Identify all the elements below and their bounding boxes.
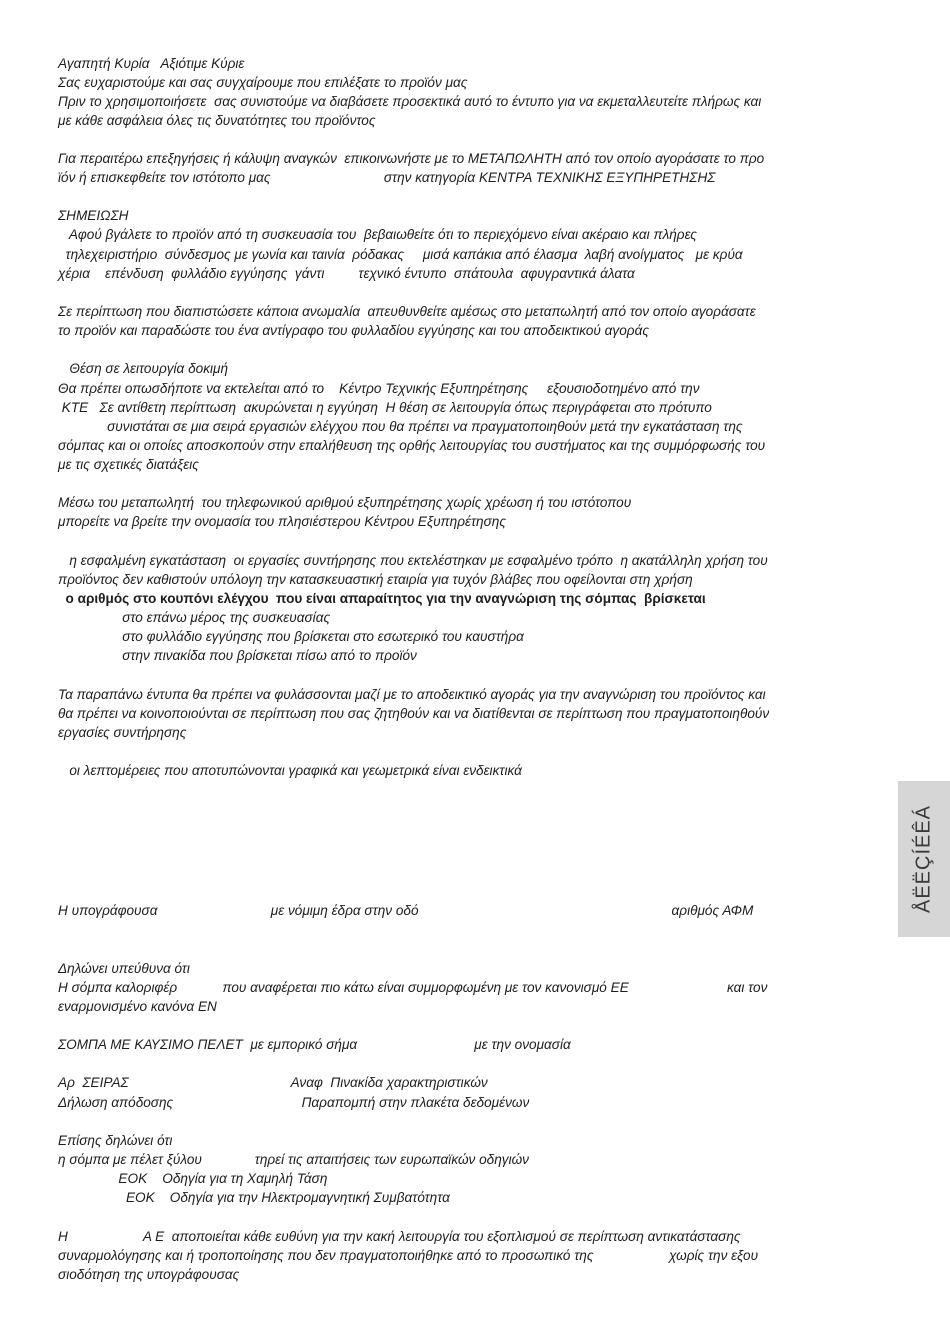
side-tab-label: ÅËËÇÍÉÊÁ — [912, 804, 935, 914]
text-line: με κάθε ασφάλεια όλες τις δυνατότητες του προϊόντος — [58, 113, 376, 128]
declaration-line: ΕΟΚ Οδηγία για την Ηλεκτρομαγνητική Συμβατότητα — [58, 1190, 450, 1205]
list-item: στην πινακίδα που βρίσκεται πίσω από το προϊόν — [58, 648, 417, 663]
text-line: Μέσω του μεταπωλητή του τηλεφωνικού αριθμού εξυπηρέτησης χωρίς χρέωση ή του ιστότοπου — [58, 495, 632, 510]
text-line: Για περαιτέρω επεξηγήσεις ή κάλυψη αναγκών επικοινωνήστε με το ΜΕΤΑΠΩΛΗΤΗ από τον οποίο αγοράσατε το προ — [58, 151, 765, 166]
text-line: Σας ευχαριστούμε και σας συγχαίρουμε που επιλέξατε το προϊόν μας — [58, 75, 468, 90]
section-heading: ΣΗΜΕΙΩΣΗ — [58, 208, 129, 223]
declaration-line: Επίσης δηλώνει ότι — [58, 1133, 173, 1148]
text-line: θα πρέπει να κοινοποιούνται σε περίπτωση που σας ζητηθούν και να διατίθενται σε περίπτωση που πραγματοποιηθούν — [58, 706, 770, 721]
text-line: Αφού βγάλετε το προϊόν από τη συσκευασία του βεβαιωθείτε ότι το περιεχόμενο είναι ακέραιο και πλήρες — [58, 227, 697, 242]
text-line: εργασίες συντήρησης — [58, 725, 187, 740]
text-line: η εσφαλμένη εγκατάσταση οι εργασίες συντήρησης που εκτελέστηκαν με εσφαλμένο τρόπο η ακατάλληλη χρήση του — [58, 553, 768, 568]
text-line: σόμπας και οι οποίες αποσκοπούν στην επαλήθευση της ορθής λειτουργίας του συστήματος και της συμμόρφωσής του — [58, 438, 766, 453]
bold-note: ο αριθμός στο κουπόνι ελέγχου που είναι απαραίτητος για την αναγνώριση της σόμπας βρίσκεται — [58, 591, 706, 606]
declaration-line: ΕΟΚ Οδηγία για τη Χαμηλή Τάση — [58, 1171, 328, 1186]
declaration-line: Δήλωση απόδοσης Παραπομπή στην πλακέτα δεδομένων — [58, 1095, 530, 1110]
language-side-tab — [898, 781, 950, 937]
text-line: προϊόντος δεν καθιστούν υπόλογη την κατασκευαστική εταιρία για τυχόν βλάβες που οφείλονται στη χρήση — [58, 572, 693, 587]
text-line: μπορείτε να βρείτε την ονομασία του πλησιέστερου Κέντρου Εξυπηρέτησης — [58, 514, 506, 529]
text-line: Σε περίπτωση που διαπιστώσετε κάποια ανωμαλία απευθυνθείτε αμέσως στο μεταπωλητή από τον οποίο αγοράσατε — [58, 304, 756, 319]
text-line: ΚΤΕ Σε αντίθετη περίπτωση ακυρώνεται η εγγύηση Η θέση σε λειτουργία όπως περιγράφεται στο πρότυπο — [58, 400, 712, 415]
declaration-line: Δηλώνει υπεύθυνα ότι — [58, 961, 190, 976]
text-line: Τα παραπάνω έντυπα θα πρέπει να φυλάσσονται μαζί με το αποδεικτικό αγοράς για την αναγνώριση του προϊόντος και — [58, 687, 766, 702]
section-heading: Θέση σε λειτουργία δοκιμή — [58, 361, 229, 376]
declaration-line: Αρ ΣΕΙΡΑΣ Αναφ Πινακίδα χαρακτηριστικών — [58, 1075, 488, 1090]
text-line: οι λεπτομέρειες που αποτυπώνονται γραφικά και γεωμετρικά είναι ενδεικτικά — [58, 763, 522, 778]
declaration-line: συναρμολόγησης και ή τροποποίησης που δεν πραγματοποιήθηκε από το προσωπικό της χωρίς την εξου — [58, 1248, 759, 1263]
declaration-line: σιοδότηση της υπογράφουσας — [58, 1267, 240, 1282]
text-line: χέρια επένδυση φυλλάδιο εγγύησης γάντι τεχνικό έντυπο σπάτουλα αφυγραντικά άλατα — [58, 266, 635, 281]
text-line: με τις σχετικές διατάξεις — [58, 457, 199, 472]
declaration-line: Η σόμπα καλοριφέρ που αναφέρεται πιο κάτω είναι συμμορφωμένη με τον κανονισμό ΕΕ και τον — [58, 980, 768, 995]
text-line: Αγαπητή Κυρία Αξιότιμε Κύριε — [58, 56, 245, 71]
text-line: Θα πρέπει οπωσδήποτε να εκτελείται από το Κέντρο Τεχνικής Εξυπηρέτησης εξουσιοδοτημένο από την — [58, 381, 700, 396]
text-line: συνιστάται σε μια σειρά εργασιών ελέγχου που θα πρέπει να πραγματοποιηθούν μετά την εγκατάσταση της — [58, 419, 743, 434]
text-line: τηλεχειριστήριο σύνδεσμος με γωνία και ταινία ρόδακας μισά καπάκια από έλασμα λαβή ανοίγματος με κρύα — [58, 247, 743, 262]
declaration-line: Η Α Ε αποποιείται κάθε ευθύνη για την κακή λειτουργία του εξοπλισμού σε περίπτωση αντικατάστασης — [58, 1229, 741, 1244]
list-item: στο επάνω μέρος της συσκευασίας — [58, 610, 331, 625]
list-item: στο φυλλάδιο εγγύησης που βρίσκεται στο εσωτερικό του καυστήρα — [58, 629, 524, 644]
text-line: Πριν το χρησιμοποιήσετε σας συνιστούμε να διαβάσετε προσεκτικά αυτό το έντυπο για να εκμεταλλευτείτε πλήρως και — [58, 94, 762, 109]
text-line: το προϊόν και παραδώστε του ένα αντίγραφο του φυλλαδίου εγγύησης και του αποδεικτικού αγοράς — [58, 323, 649, 338]
declaration-line: εναρμονισμένο κανόνα ΕΝ — [58, 999, 217, 1014]
declaration-line: η σόμπα με πέλετ ξύλου τηρεί τις απαιτήσεις των ευρωπαϊκών οδηγιών — [58, 1152, 529, 1167]
text-line: ϊόν ή επισκεφθείτε τον ιστότοπο μας στην κατηγορία ΚΕΝΤΡΑ ΤΕΧΝΙΚΗΣ ΕΞΥΠΗΡΕΤΗΣΗΣ — [58, 170, 716, 185]
declaration-line: ΣΟΜΠΑ ΜΕ ΚΑΥΣΙΜΟ ΠΕΛΕΤ με εμπορικό σήμα με την ονομασία — [58, 1037, 571, 1052]
declaration-line: Η υπογράφουσα με νόμιμη έδρα στην οδό αριθμός ΑΦΜ — [58, 903, 754, 918]
